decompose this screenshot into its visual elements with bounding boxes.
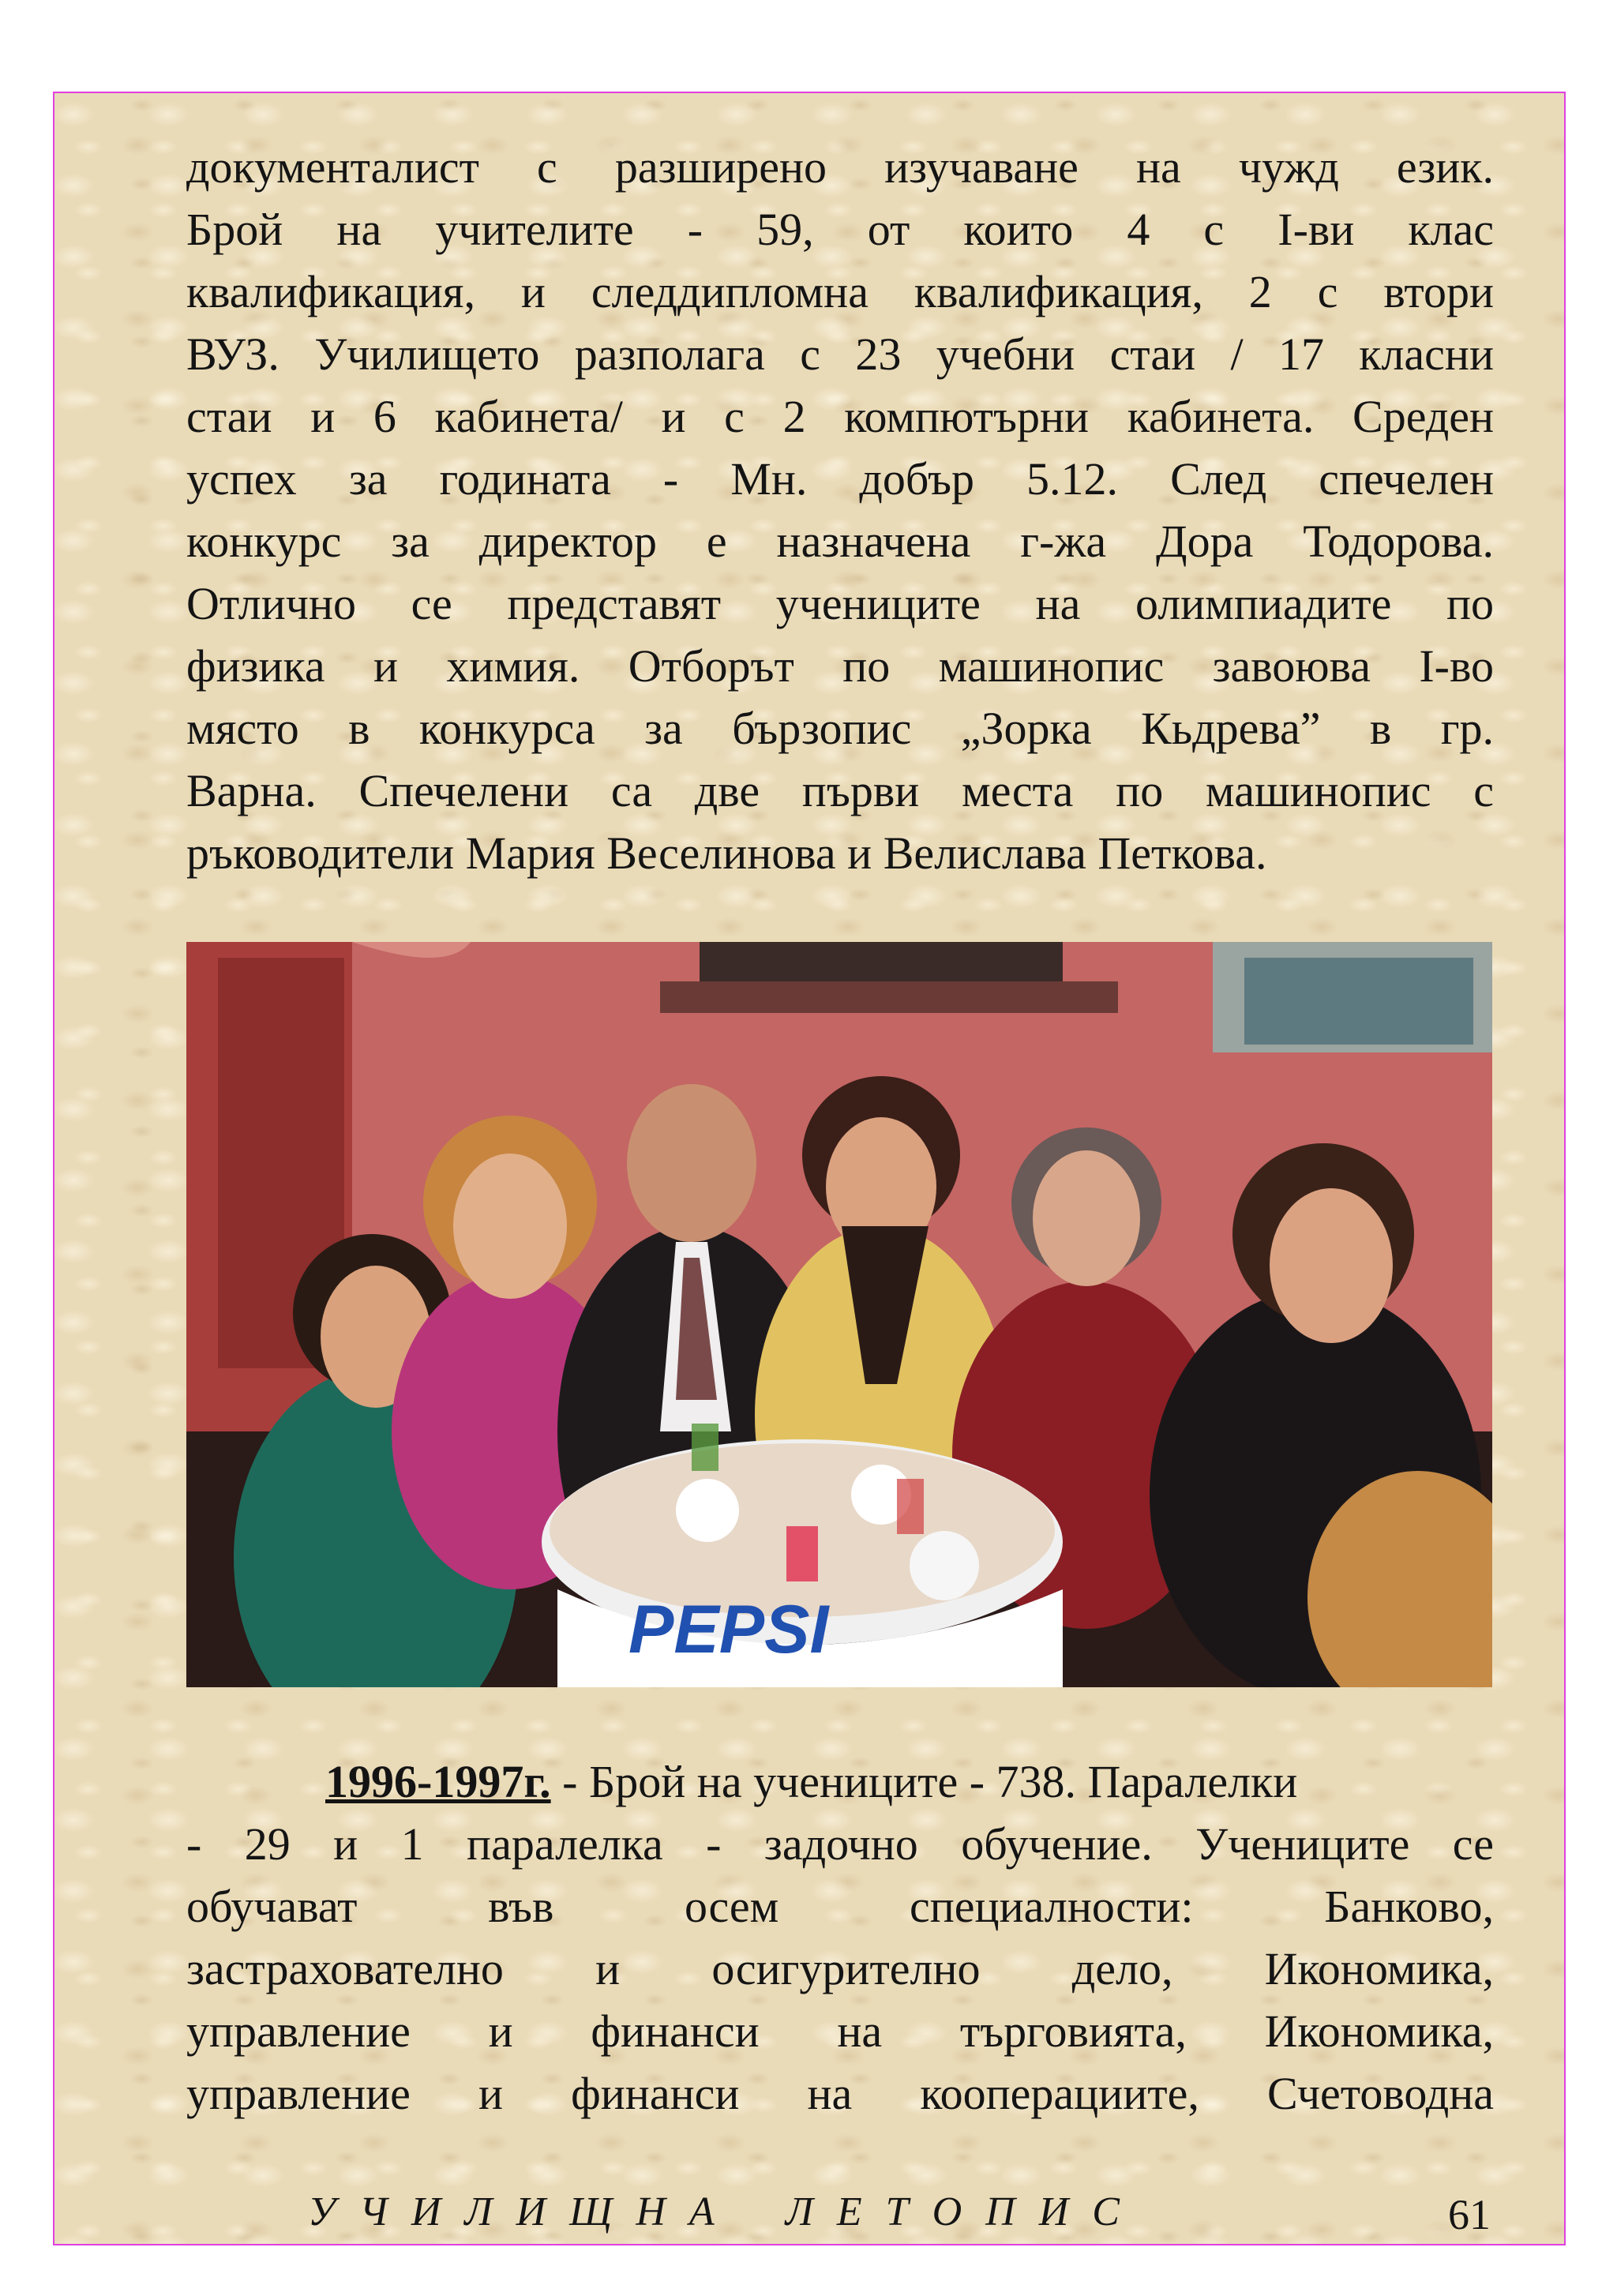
text-line: успех за годината - Мн. добър 5.12. След спечелен bbox=[186, 453, 1494, 505]
text-line: - 29 и 1 паралелка - задочно обучение. Учениците се bbox=[186, 1818, 1494, 1870]
paragraph-2 bbox=[186, 1750, 1494, 2125]
footer-word-1: УЧИЛИЩНА bbox=[308, 2189, 738, 2234]
text-line: управление и финанси на търговията, Икономика, bbox=[186, 2005, 1494, 2057]
group-photo-illustration bbox=[186, 942, 1492, 1687]
text-line: обучават във осем специалности: Банково, bbox=[186, 1881, 1494, 1932]
text-line: място в конкурса за бързопис „Зорка Кьдрева” в гр. bbox=[186, 703, 1494, 754]
text-line: конкурс за директор е назначена г-жа Дора Тодорова. bbox=[186, 516, 1494, 567]
year-heading-continuation: - Брой на учениците - 738. Паралелки bbox=[550, 1756, 1298, 1807]
text-line: ръководители Мария Веселинова и Велислава Петкова. bbox=[186, 827, 1267, 879]
group-photo bbox=[186, 942, 1492, 1687]
text-line: документалист с разширено изучаване на чужд език. bbox=[186, 141, 1494, 193]
footer-word-2: ЛЕТОПИС bbox=[785, 2189, 1143, 2234]
year-heading: 1996-1997г. bbox=[325, 1756, 551, 1807]
text-line: Варна. Спечелени са две първи места по машинопис с bbox=[186, 765, 1494, 816]
text-line: квалификация, и следдипломна квалификация, 2 с втори bbox=[186, 266, 1494, 317]
paragraph-1 bbox=[186, 136, 1494, 884]
text-line: Отлично се представят учениците на олимпиадите по bbox=[186, 578, 1494, 629]
pepsi-logo: PEPSI bbox=[628, 1592, 829, 1668]
text-line bbox=[186, 1750, 1494, 1813]
text-line: управление и финанси на кооперациите, Счетоводна bbox=[186, 2068, 1494, 2119]
text-line: ВУЗ. Училището разполага с 23 учебни стаи / 17 класни bbox=[186, 328, 1494, 380]
text-line: Брой на учителите - 59, от които 4 с I-ви клас bbox=[186, 204, 1494, 255]
running-footer bbox=[308, 2189, 1143, 2235]
text-line: физика и химия. Отборът по машинопис завоюва I-во bbox=[186, 640, 1494, 692]
text-line: застрахователно и осигурително дело, Икономика, bbox=[186, 1943, 1494, 1994]
page-number: 61 bbox=[1448, 2191, 1491, 2238]
text-line: стаи и 6 кабинета/ и с 2 компютърни кабинета. Среден bbox=[186, 391, 1494, 442]
